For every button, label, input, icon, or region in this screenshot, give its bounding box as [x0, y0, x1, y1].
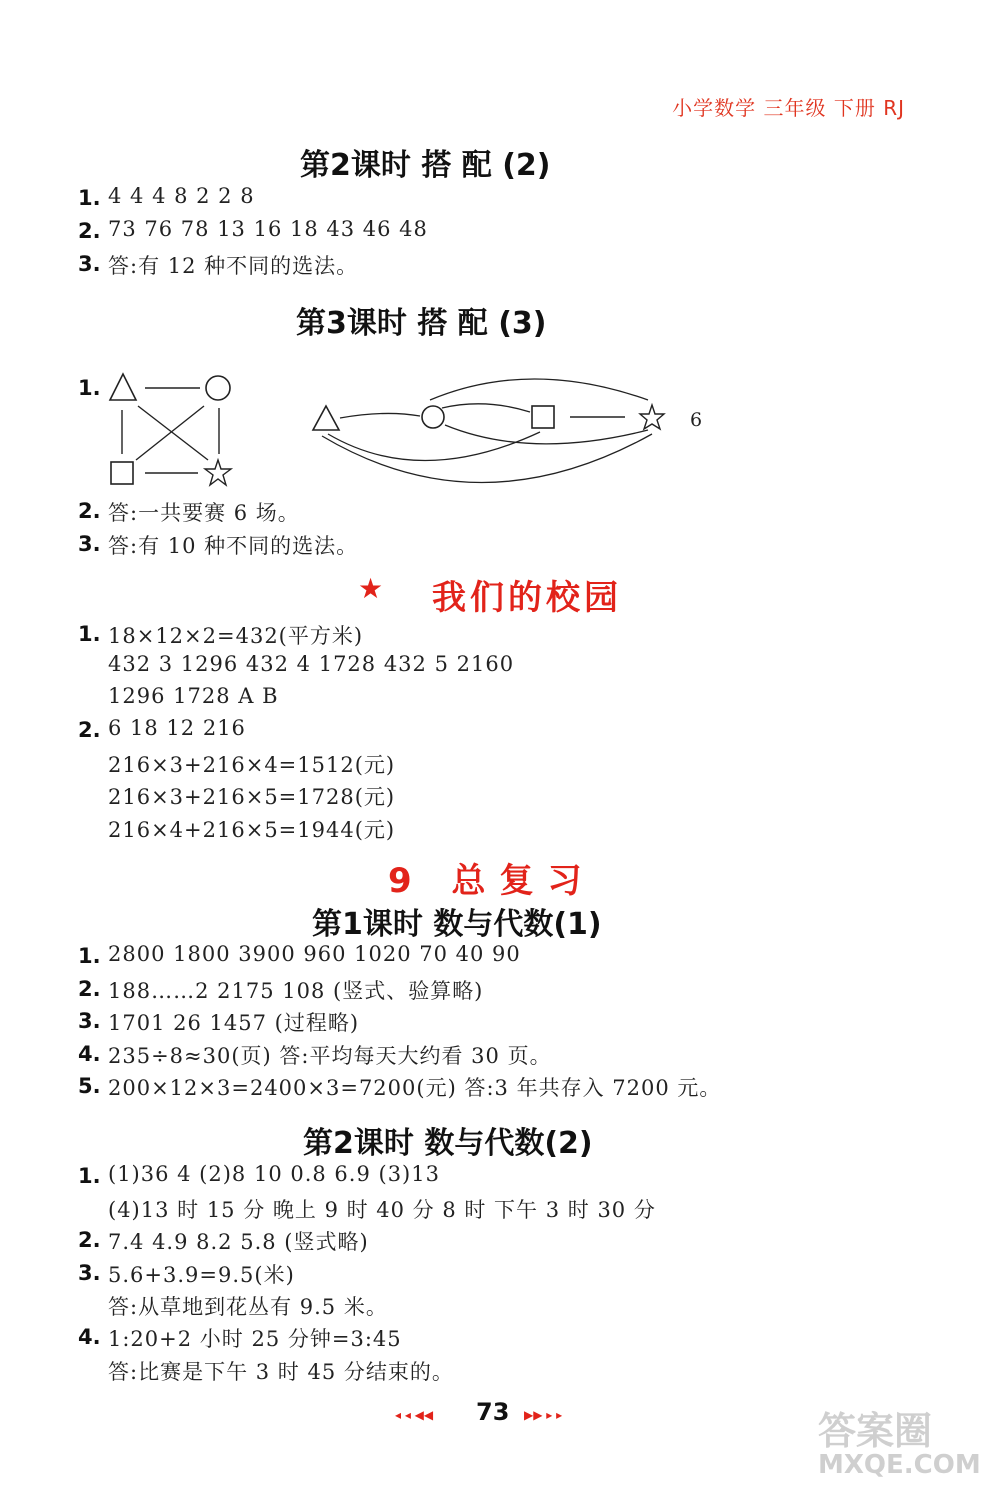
watermark-url: MXQE.COM — [818, 1450, 981, 1480]
circle-shape — [206, 376, 230, 400]
answer-line: 1:20+2 小时 25 分钟=3:45 — [108, 1327, 402, 1351]
answer-line: 答:比赛是下午 3 时 45 分结束的。 — [108, 1360, 454, 1384]
connector-line — [136, 406, 204, 460]
answer-line: 200×12×3=2400×3=7200(元) 答:3 年共存入 7200 元。 — [108, 1076, 722, 1100]
section-title-lesson2: 第2课时 搭 配 (2) — [300, 148, 551, 183]
left-arrows-icon: ◂ ◂ ◀◀ — [395, 1408, 434, 1422]
item-number: 1. — [78, 376, 101, 400]
answer-line: 1701 26 1457 (过程略) — [108, 1011, 360, 1035]
answer-line: 188……2 2175 108 (竖式、验算略) — [108, 979, 484, 1003]
match-count: 6 — [690, 409, 703, 431]
answer-line: 216×3+216×5=1728(元) — [108, 785, 396, 809]
answer-line: 答:从草地到花丛有 9.5 米。 — [108, 1295, 388, 1319]
item-number: 2. — [78, 499, 101, 523]
connector-line — [138, 406, 208, 460]
answer-line: 答:有 12 种不同的选法。 — [108, 254, 359, 278]
answer-line: 216×3+216×4=1512(元) — [108, 753, 396, 777]
answer-line: 答:有 10 种不同的选法。 — [108, 534, 359, 558]
square-shape — [111, 462, 133, 484]
answer-line: 1296 1728 A B — [108, 684, 279, 708]
answer-line: 5.6+3.9=9.5(米) — [108, 1263, 295, 1287]
item-number: 3. — [78, 532, 101, 556]
matching-diagram — [100, 370, 740, 500]
item-number: 4. — [78, 1042, 101, 1066]
item-number: 4. — [78, 1325, 101, 1349]
square-shape — [532, 406, 554, 428]
answer-line: 7.4 4.9 8.2 5.8 (竖式略) — [108, 1230, 369, 1254]
section-title-review2: 第2课时 数与代数(2) — [303, 1126, 593, 1161]
answer-line: 答:一共要赛 6 场。 — [108, 501, 300, 525]
item-number: 3. — [78, 252, 101, 276]
star-icon: ★ — [358, 572, 388, 605]
triangle-shape — [313, 406, 339, 430]
answer-line: 2800 1800 3900 960 1020 70 40 90 — [108, 942, 521, 966]
item-number: 2. — [78, 718, 101, 742]
item-number: 3. — [78, 1261, 101, 1285]
right-arrows-icon: ▶▶ ▸ ▸ — [524, 1408, 563, 1422]
item-number: 3. — [78, 1009, 101, 1033]
answer-line: 73 76 78 13 16 18 43 46 48 — [108, 217, 428, 241]
answer-line: 432 3 1296 432 4 1728 432 5 2160 — [108, 652, 515, 676]
item-number: 1. — [78, 1164, 101, 1188]
connector-arc — [322, 434, 652, 483]
star-shape — [640, 405, 664, 429]
answer-line: (4)13 时 15 分 晚上 9 时 40 分 8 时 下午 3 时 30 分 — [108, 1198, 656, 1222]
answer-line: (1)36 4 (2)8 10 0.8 6.9 (3)13 — [108, 1162, 440, 1186]
item-number: 5. — [78, 1074, 101, 1098]
connector-arc — [340, 413, 420, 418]
watermark-logo: 答案圈 — [818, 1409, 933, 1453]
answer-line: 18×12×2=432(平方米) — [108, 624, 364, 648]
item-number: 1. — [78, 944, 101, 968]
item-number: 1. — [78, 622, 101, 646]
answer-line: 216×4+216×5=1944(元) — [108, 818, 396, 842]
item-number: 2. — [78, 977, 101, 1001]
connector-arc — [430, 379, 648, 400]
book-header: 小学数学 三年级 下册 RJ — [672, 96, 905, 120]
answer-line: 6 18 12 216 — [108, 716, 246, 740]
triangle-shape — [110, 374, 136, 400]
page-number: 73 — [476, 1398, 510, 1426]
item-number: 2. — [78, 219, 101, 243]
chapter-title-review: 9 总复习 — [388, 861, 596, 901]
circle-shape — [422, 406, 444, 428]
connector-arc — [442, 404, 530, 412]
item-number: 2. — [78, 1228, 101, 1252]
answer-line: 4 4 4 8 2 2 8 — [108, 184, 255, 208]
item-number: 1. — [78, 186, 101, 210]
section-title-lesson3: 第3课时 搭 配 (3) — [296, 306, 547, 341]
answer-line: 235÷8≈30(页) 答:平均每天大约看 30 页。 — [108, 1044, 552, 1068]
section-title-campus: 我们的校园 — [432, 578, 622, 618]
section-title-review1: 第1课时 数与代数(1) — [312, 907, 602, 942]
star-shape — [205, 460, 231, 485]
